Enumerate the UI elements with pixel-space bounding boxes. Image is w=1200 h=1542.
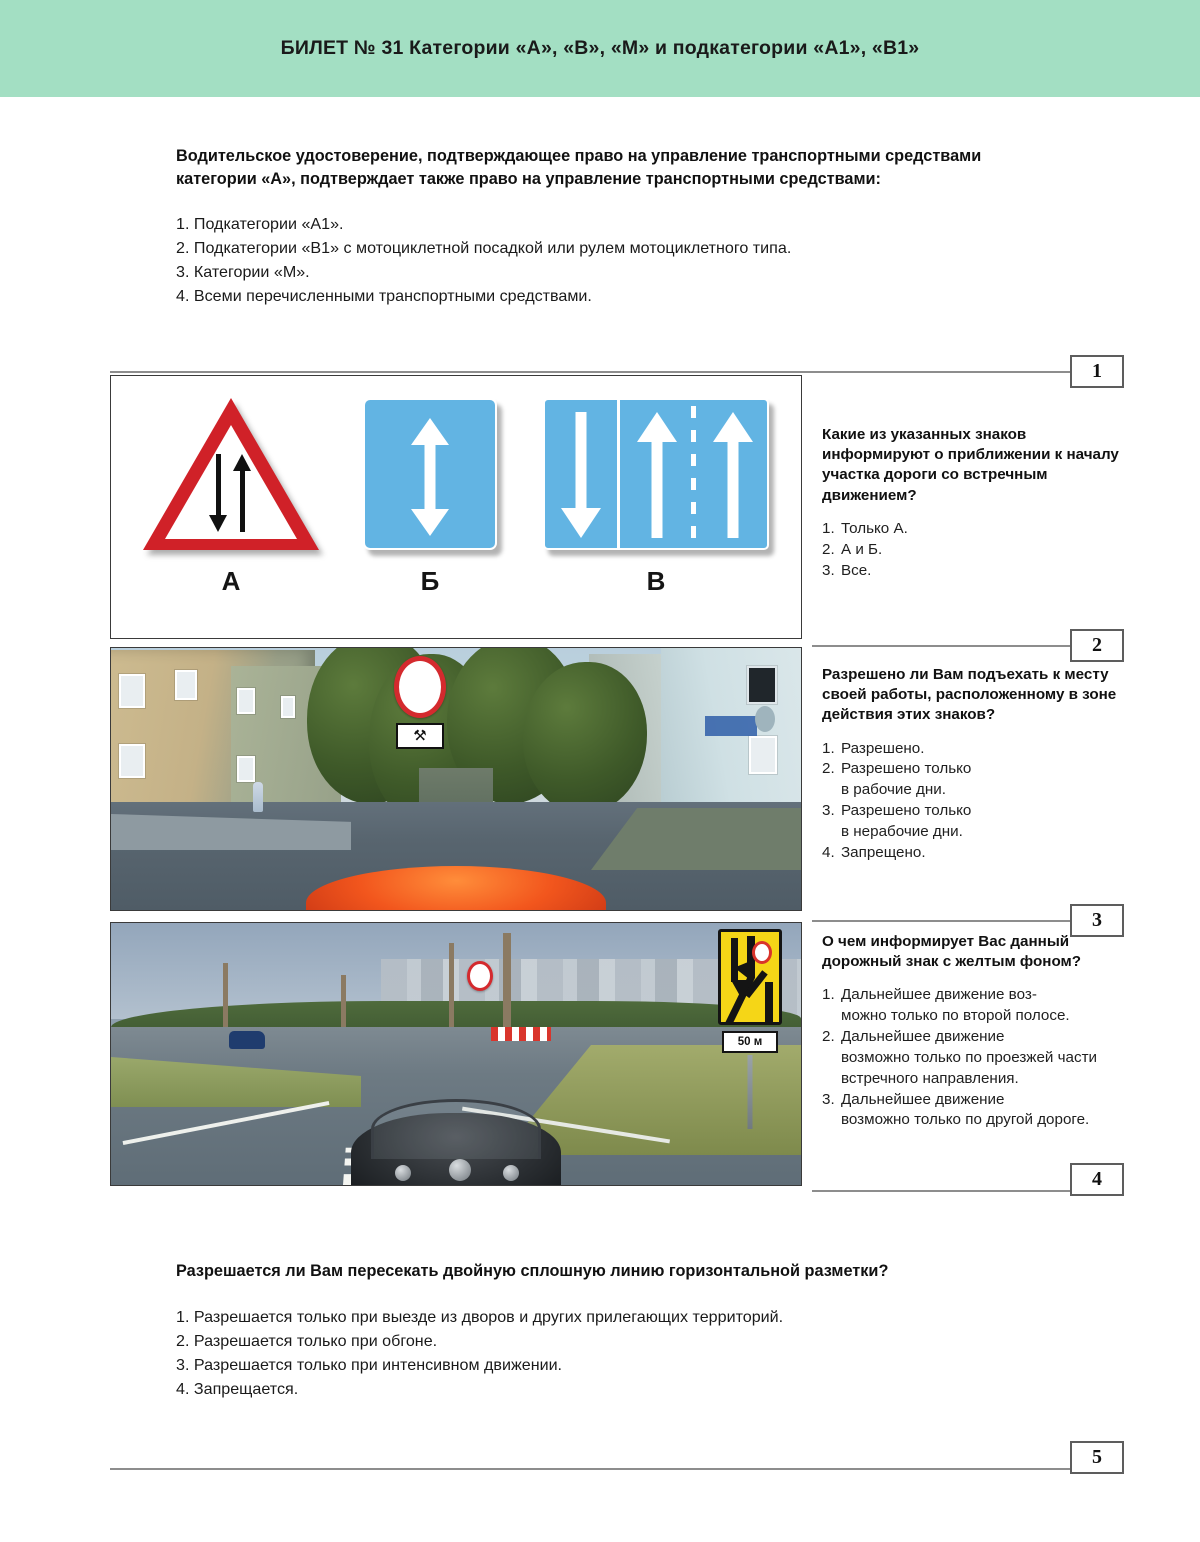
page-number-badge: 5 <box>1070 1441 1124 1474</box>
question-5-block <box>176 1262 1056 1402</box>
answer-text: Все. <box>841 561 872 579</box>
question-4-text <box>822 932 1122 1131</box>
sign-option-b <box>363 398 497 597</box>
answer-option[interactable]: 2. Подкатегории «В1» с мотоциклетной посадкой или рулем мотоциклетного типа. <box>176 239 792 258</box>
lane-separator-dashed <box>691 406 696 546</box>
question-4-stem: О чем информирует Вас данный дорожный знак с желтым фоном? <box>822 933 1082 971</box>
question-number-badge: 2 <box>1070 629 1124 662</box>
lane-arrow-up-icon <box>637 412 677 538</box>
pedestrian <box>253 782 263 812</box>
road-sign-assembly <box>387 656 453 749</box>
divider-line <box>110 1468 1072 1470</box>
question-3-stem: Разрешено ли Вам подъехать к месту своей работы, расположенному в зоне действия этих знаков? <box>822 666 1117 724</box>
answer-text: Разрешено. <box>841 739 925 757</box>
sign-label-b: Б <box>420 566 440 596</box>
answer-text: Дальнейшее движение воз- <box>841 986 1037 1004</box>
answer-text: Дальнейшее движение <box>841 1028 1005 1046</box>
question-number-badge: 3 <box>1070 904 1124 937</box>
photo-city-street <box>111 648 801 910</box>
no-vehicles-circle-sign <box>467 961 493 991</box>
sign-stripe <box>731 938 738 982</box>
answer-number: 3. <box>822 1090 835 1108</box>
window <box>119 674 145 708</box>
yellow-sign-assembly <box>711 929 789 1053</box>
answer-text: Разрешено только <box>841 760 972 778</box>
answer-text: Разрешено только <box>841 802 972 820</box>
two-way-arrows-icon <box>208 454 254 532</box>
answer-text-continued: можно только по второй полосе. <box>841 1007 1070 1025</box>
blue-three-lane-direction-sign <box>543 398 769 550</box>
divider-line <box>110 371 1072 373</box>
working-days-hammers-plate <box>396 723 444 749</box>
sign-label-a: А <box>221 566 241 596</box>
arrow-down-icon <box>214 454 223 532</box>
page-title: БИЛЕТ № 31 Категории «А», «В», «М» и подкатегории «А1», «В1» <box>280 37 920 59</box>
photo-highway <box>111 923 801 1185</box>
distant-car <box>229 1031 265 1049</box>
answer-option[interactable] <box>822 759 1122 801</box>
sign-stripe <box>765 982 773 1024</box>
divider-line <box>812 1190 1072 1192</box>
window <box>749 736 777 774</box>
control-knob <box>503 1165 519 1181</box>
question-2-stem: Какие из указанных знаков информируют о приближении к началу участка дороги со встречным движением? <box>822 426 1119 504</box>
window <box>237 688 255 714</box>
window <box>281 696 295 718</box>
question-2-text <box>822 425 1122 581</box>
answer-option[interactable]: 4. Запрещается. <box>176 1380 299 1399</box>
warning-triangle-two-way-traffic-sign <box>143 398 319 550</box>
lane-separator-solid <box>617 400 620 548</box>
question-2-illustration <box>110 375 802 639</box>
question-2-block <box>110 375 1119 637</box>
lane-arrow-up-icon <box>713 412 753 538</box>
page-header <box>0 0 1200 97</box>
arrow-up-icon <box>238 454 247 532</box>
chevron-barrier <box>491 1027 551 1041</box>
answer-text: Дальнейшее движение <box>841 1090 1005 1108</box>
answer-option[interactable]: 3. Категории «М». <box>176 263 310 282</box>
answer-text: А и Б. <box>841 540 883 558</box>
window <box>237 756 255 782</box>
answer-number: 2. <box>822 1028 835 1046</box>
road-sign-panel <box>111 376 801 638</box>
yellow-lane-deviation-sign <box>718 929 782 1025</box>
answer-option[interactable] <box>822 1027 1122 1089</box>
answer-option[interactable] <box>822 801 1122 843</box>
answer-option[interactable] <box>822 843 1122 864</box>
answer-number: 4. <box>822 843 835 861</box>
answer-option[interactable]: 1. Разрешается только при выезде из дворов и других прилегающих территорий. <box>176 1308 784 1326</box>
divider-row-1 <box>110 360 1110 382</box>
answer-option[interactable]: 4. Всеми перечисленными транспортными средствами. <box>176 287 592 306</box>
answer-option[interactable] <box>822 561 1122 582</box>
sign-post <box>748 1055 753 1129</box>
window <box>747 666 777 704</box>
question-number-badge: 1 <box>1070 355 1124 388</box>
question-1-block <box>176 145 1036 308</box>
no-vehicles-circle-icon <box>752 941 772 964</box>
question-number-badge: 4 <box>1070 1163 1124 1196</box>
question-4-illustration <box>110 922 802 1186</box>
sign-option-a <box>143 398 319 597</box>
answer-option[interactable]: 1. Подкатегории «А1». <box>176 214 344 233</box>
balcony <box>705 716 757 736</box>
answer-option[interactable]: 3. Разрешается только при интенсивном движении. <box>176 1356 563 1375</box>
question-4-block <box>110 922 1110 1184</box>
answer-number: 1. <box>822 986 835 1004</box>
answer-option[interactable] <box>822 540 1122 561</box>
answer-number: 1. <box>822 739 835 757</box>
answer-number: 3. <box>822 802 835 820</box>
double-headed-arrow-icon <box>411 418 449 536</box>
answer-text: Запрещено. <box>841 843 926 861</box>
crossed-hammers-icon: ⚒ <box>413 727 427 745</box>
question-3-answers <box>822 739 1122 864</box>
answer-option[interactable] <box>822 985 1122 1027</box>
question-5-stem: Разрешается ли Вам пересекать двойную сплошную линию горизонтальной разметки? <box>176 1262 889 1280</box>
answer-text: Только А. <box>841 519 908 537</box>
distance-plate-50m: 50 м <box>722 1031 778 1053</box>
answer-option[interactable] <box>822 739 1122 760</box>
window <box>119 744 145 778</box>
question-5-answers <box>176 1305 1056 1402</box>
answer-text-continued: в нерабочие дни. <box>841 822 963 840</box>
satellite-dish <box>755 706 775 732</box>
answer-option[interactable]: 2. Разрешается только при обгоне. <box>176 1332 438 1351</box>
answer-text-continued: в рабочие дни. <box>841 781 947 799</box>
answer-number: 1. <box>822 519 835 537</box>
answer-option[interactable] <box>822 1090 1122 1132</box>
question-1-answers <box>176 212 1036 309</box>
answer-number: 2. <box>822 760 835 778</box>
answer-option[interactable] <box>822 519 1122 540</box>
lane-arrow-down-icon <box>561 412 601 538</box>
question-2-answers <box>822 519 1122 581</box>
question-3-text <box>822 665 1122 864</box>
answer-number: 2. <box>822 540 835 558</box>
divider-row-5 <box>110 1446 1110 1470</box>
answer-text-continued: возможно только по проезжей части встречного направления. <box>841 1048 1098 1087</box>
motorcycle-windscreen <box>371 1099 541 1159</box>
control-knob <box>395 1165 411 1181</box>
question-1-stem: Водительское удостоверение, подтверждающее право на управление транспортными средствами категории «А», подтверждает также право на управление транспортными средствами: <box>176 147 982 189</box>
question-3-illustration <box>110 647 802 911</box>
ignition-switch <box>449 1159 471 1181</box>
answer-text-continued: возможно только по другой дороге. <box>841 1111 1090 1129</box>
divider-row-4 <box>110 1168 1110 1192</box>
no-vehicles-circle-sign <box>394 656 446 718</box>
question-3-block <box>110 647 1117 909</box>
window <box>175 670 197 700</box>
question-4-answers <box>822 985 1122 1131</box>
answer-number: 3. <box>822 561 835 579</box>
blue-two-way-traffic-sign <box>363 398 497 550</box>
sign-option-v <box>543 398 769 597</box>
sign-label-v: В <box>646 566 666 596</box>
